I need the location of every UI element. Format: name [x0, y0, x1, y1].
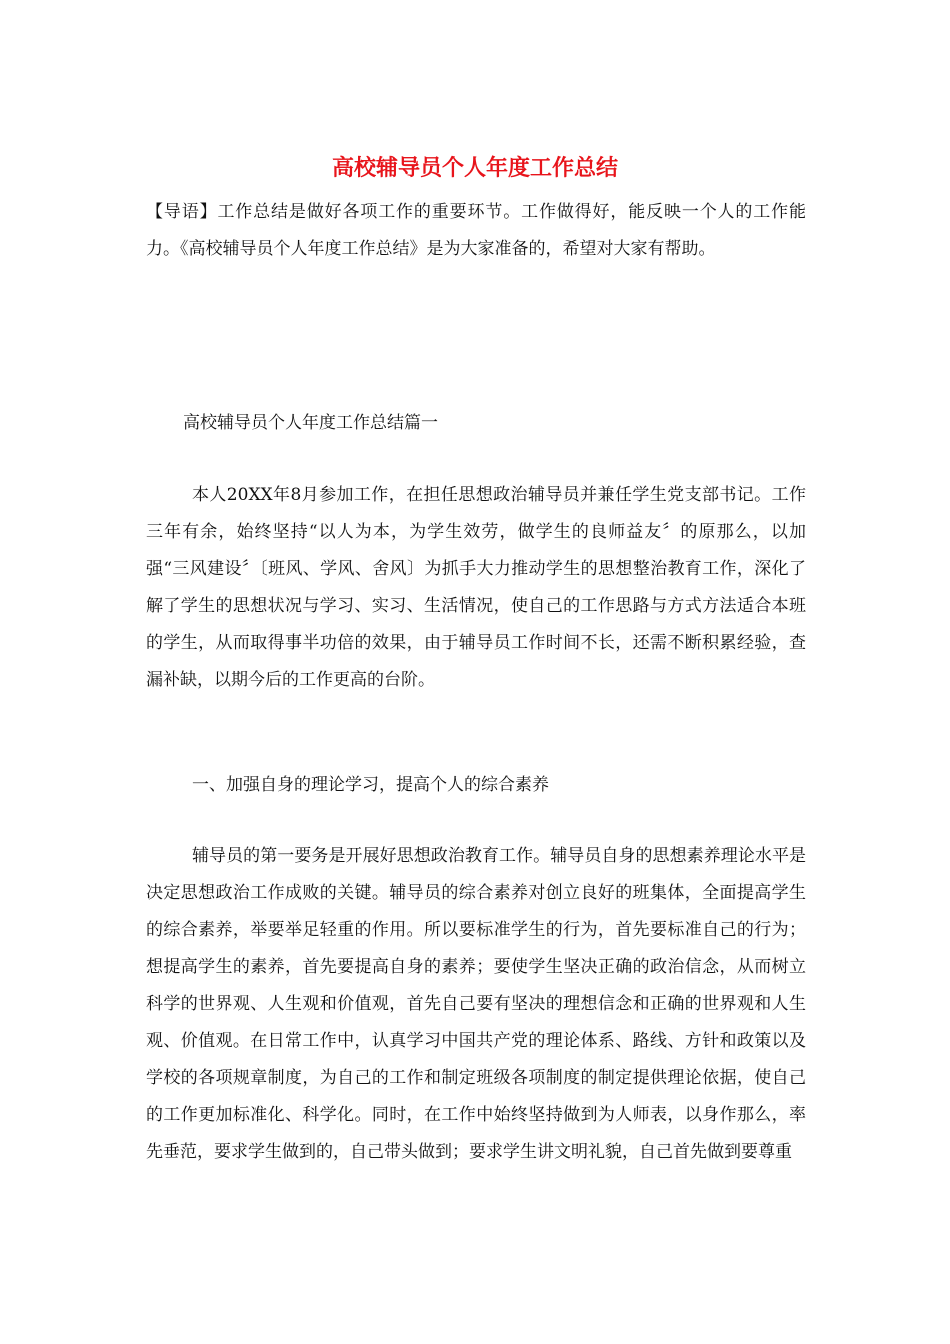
- body-paragraph-1: 本人20XX年8月参加工作，在担任思想政治辅导员并兼任学生党支部书记。工作三年有余，始终坚持“以人为本，为学生效劳，做学生的良师益友〞的原那么，以加强“三风建设〞〔班风、学风、舍风〕为抓手大力推动学生的思想整治教育工作，深化了解了学生的思想状况与学习、实习、生活情况，使自己的工作思路与方式方法适合本班的学生，从而取得事半功倍的效果，由于辅导员工作时间不长，还需不断积累经验，查漏补缺，以期今后的工作更高的台阶。: [146, 485, 806, 690]
- section-heading-1: 一、加强自身的理论学习，提高个人的综合素养: [192, 775, 549, 795]
- body-paragraph-2: 辅导员的第一要务是开展好思想政治教育工作。辅导员自身的思想素养理论水平是决定思想政治工作成败的关键。辅导员的综合素养对创立良好的班集体，全面提高学生的综合素养，举要举足轻重的作用。所以要标准学生的行为，首先要标准自己的行为；想提高学生的素养，首先要提高自身的素养；要使学生坚决正确的政治信念，从而树立科学的世界观、人生观和价值观，首先自己要有坚决的理想信念和正确的世界观和人生观、价值观。在日常工作中，认真学习中国共产党的理论体系、路线、方针和政策以及学校的各项规章制度，为自己的工作和制定班级各项制度的制定提供理论依据，使自己的工作更加标准化、科学化。同时，在工作中始终坚持做到为人师表，以身作那么，率先垂范，要求学生做到的，自己带头做到；要求学生讲文明礼貌，自己首先做到要尊重: [146, 846, 806, 1162]
- article-heading: 高校辅导员个人年度工作总结篇一: [183, 413, 438, 433]
- document-title: 高校辅导员个人年度工作总结: [331, 155, 618, 181]
- intro-paragraph: 【导语】工作总结是做好各项工作的重要环节。工作做得好，能反映一个人的工作能力。《高校辅导员个人年度工作总结》是为大家准备的，希望对大家有帮助。: [146, 202, 806, 259]
